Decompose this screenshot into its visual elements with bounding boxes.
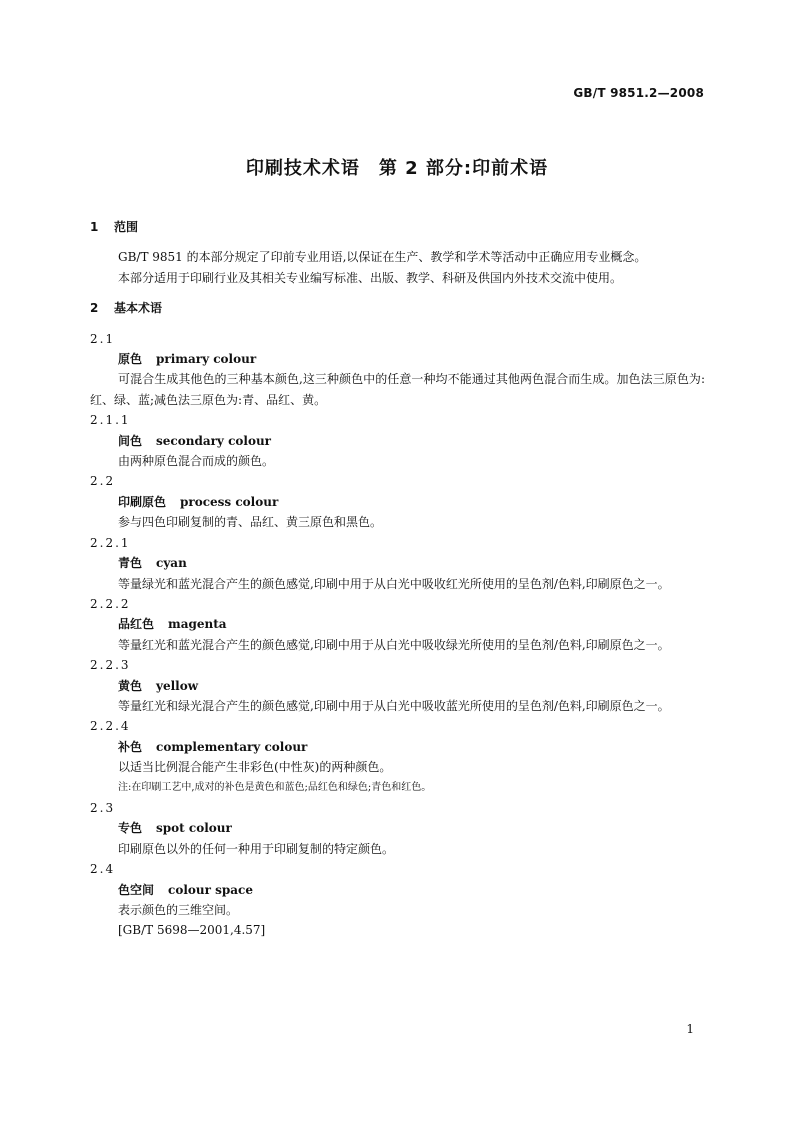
term-chinese: 黄色 [118,678,143,693]
term-number: 2.3 [90,800,116,815]
term-entry [90,716,705,798]
term-definition: 可混合生成其他色的三种基本颜色,这三种颜色中的任意一种均不能通过其他两色混合而生成。加色法三原色为:红、绿、蓝;减色法三原色为:青、品红、黄。 [90,372,705,407]
term-definition: 由两种原色混合而成的颜色。 [118,454,275,469]
term-definition: 等量红光和绿光混合产生的颜色感觉,印刷中用于从白光中吸收蓝光所使用的呈色剂/色料,印刷原色之一。 [118,698,670,713]
section-heading-scope [90,217,705,237]
scope-paragraph-1: GB/T 9851 的本部分规定了印前专业用语,以保证在生产、教学和学术等活动中正确应用专业概念。 [118,250,647,265]
term-definition: 以适当比例混合能产生非彩色(中性灰)的两种颜色。 [118,760,392,775]
term-chinese: 专色 [118,821,143,836]
term-list [90,329,705,941]
term-number: 2.2.1 [90,535,131,550]
term-heading [90,492,705,512]
term-definition: 参与四色印刷复制的青、品红、黄三原色和黑色。 [118,515,383,530]
term-english: primary colour [156,352,257,367]
term-definition: 等量绿光和蓝光混合产生的颜色感觉,印刷中用于从白光中吸收红光所使用的呈色剂/色料,印刷原色之一。 [118,576,670,591]
term-entry [90,859,705,941]
term-chinese: 色空间 [118,882,155,897]
term-heading [90,737,705,757]
document-body [90,217,705,941]
term-heading [90,553,705,573]
term-heading [90,676,705,696]
term-number: 2.1.1 [90,413,131,428]
term-english: colour space [168,882,253,897]
term-english: cyan [156,556,187,571]
term-number: 2.2.3 [90,658,131,673]
term-entry [90,410,705,471]
term-definition: 印刷原色以外的任何一种用于印刷复制的特定颜色。 [118,841,395,856]
term-number: 2.2 [90,474,116,489]
standard-number: GB/T 9851.2—2008 [573,86,704,100]
term-chinese: 补色 [118,739,143,754]
term-heading [90,614,705,634]
term-entry [90,655,705,716]
term-heading [90,880,705,900]
section-number: 1 [90,220,99,234]
term-heading [90,431,705,451]
term-english: process colour [180,494,279,509]
term-number: 2.2.4 [90,719,131,734]
term-entry [90,594,705,655]
term-chinese: 原色 [118,352,143,367]
term-entry [90,471,705,532]
term-english: yellow [156,678,199,693]
term-number: 2.2.2 [90,596,131,611]
term-heading [90,349,705,369]
term-chinese: 品红色 [118,617,155,632]
page-number: 1 [686,1022,694,1036]
term-number: 2.4 [90,862,116,877]
section-heading-basic-terms [90,298,705,318]
term-heading [90,818,705,838]
term-chinese: 间色 [118,433,143,448]
term-english: spot colour [156,821,232,836]
term-entry [90,329,705,411]
section-title: 基本术语 [114,301,163,316]
term-english: magenta [168,617,227,632]
term-english: complementary colour [156,739,308,754]
section-title: 范围 [114,220,139,234]
term-reference: [GB/T 5698—2001,4.57] [118,923,266,938]
term-entry [90,533,705,594]
term-entry [90,798,705,859]
term-definition: 等量红光和蓝光混合产生的颜色感觉,印刷中用于从白光中吸收绿光所使用的呈色剂/色料,印刷原色之一。 [118,637,670,652]
term-chinese: 印刷原色 [118,494,167,509]
term-definition: 表示颜色的三维空间。 [118,903,239,917]
term-english: secondary colour [156,433,271,448]
term-number: 2.1 [90,331,116,346]
term-note: 注:在印刷工艺中,成对的补色是黄色和蓝色;品红色和绿色;青色和红色。 [118,781,432,793]
scope-paragraph-2: 本部分适用于印刷行业及其相关专业编写标准、出版、教学、科研及供国内外技术交流中使用。 [118,270,623,285]
term-chinese: 青色 [118,556,143,571]
section-number: 2 [90,301,99,316]
document-title: 印刷技术术语 第 2 部分:印前术语 [245,158,549,179]
